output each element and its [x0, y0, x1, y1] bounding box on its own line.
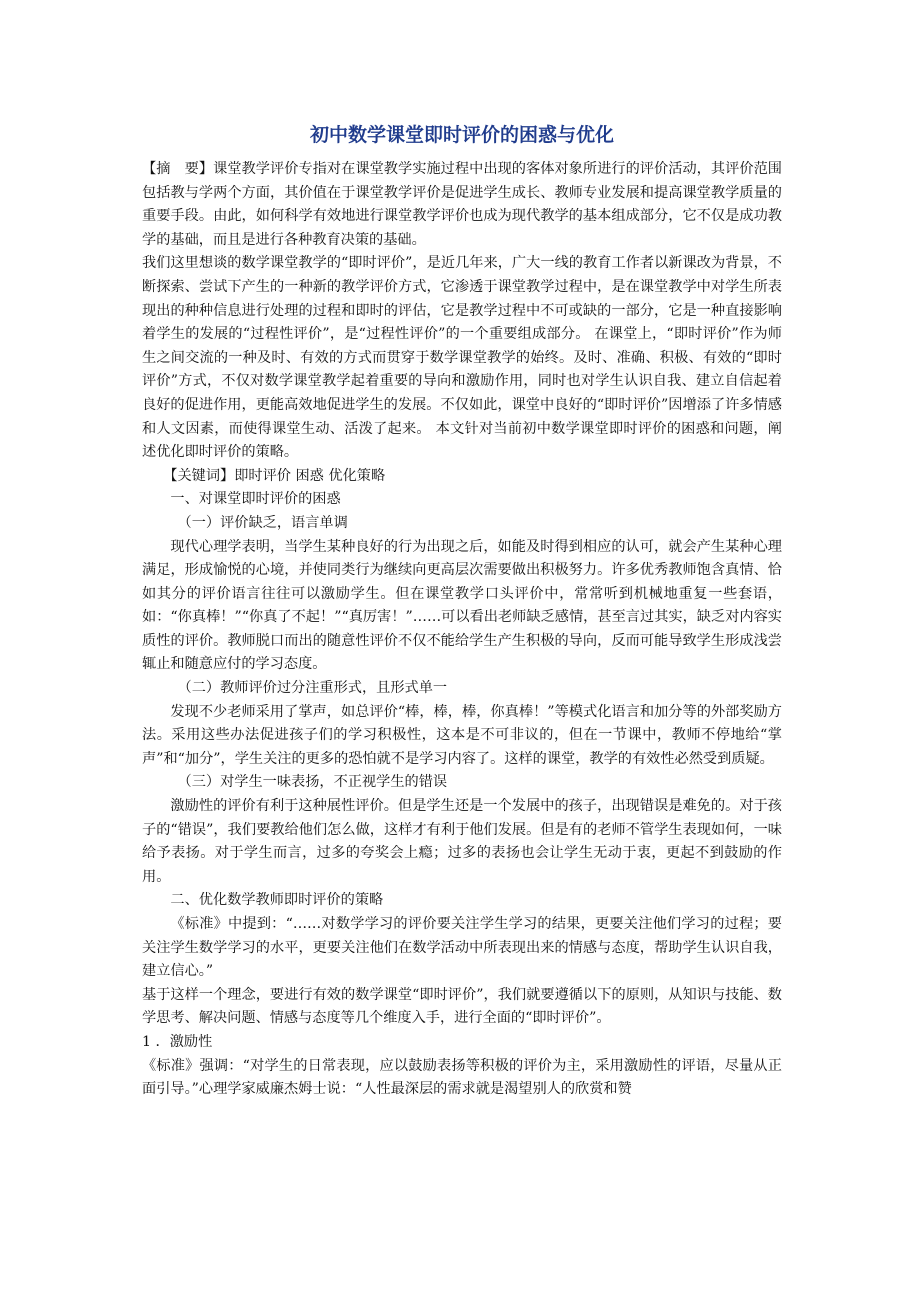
paragraph-section2: 二、优化数学教师即时评价的策略	[170, 892, 384, 909]
paragraph-item1-body: 《标准》强调：“对学生的日常表现，应以鼓励表扬等积极的评价为主，采用激励性的评语，尽量从正面引导。”心理学家威廉杰姆士说：“人性最深层的需求就是渴望别人的欣赏和赞	[142, 1057, 782, 1098]
paragraph-item1: 1 ．激励性	[142, 1033, 213, 1050]
paragraph-sec2-quote: 《标准》中提到：“……对数学学习的评价要关注学生学习的结果，更要关注他们学习的过程；要关注学生数学学习的水平，更要关注他们在数学活动中所表现出来的情感与态度，帮助学生认识自我，建立信心。”	[142, 916, 782, 980]
paragraph-sub3: （三）对学生一味表扬，不正视学生的错误	[177, 774, 448, 791]
document-page	[142, 118, 782, 1102]
paragraph-sec2-body: 基于这样一个理念，要进行有效的数学课堂“即时评价”，我们就要遵循以下的原则，从知识与技能、数学思考、解决问题、情感与态度等几个维度入手，进行全面的“即时评价”。	[142, 986, 782, 1027]
document-title: 初中数学课堂即时评价的困惑与优化	[309, 124, 614, 146]
paragraph-keywords: 【关键词】即时评价 困惑 优化策略	[163, 467, 386, 484]
paragraph-sub2-body: 发现不少老师采用了掌声，如总评价“棒，棒，棒，你真棒！”等模式化语言和加分等的外部奖励方法。采用这些办法促进孩子们的学习积极性，这本是不可非议的，但在一节课中，教师不停地给“掌声”和“加分”，学生关注的更多的恐怕就不是学习内容了。这样的课堂，教学的有效性必然受到质疑。	[142, 703, 782, 767]
paragraph-sub1-body: 现代心理学表明，当学生某种良好的行为出现之后，如能及时得到相应的认可，就会产生某种心理满足，形成愉悦的心境，并使同类行为继续向更高层次需要做出积极努力。许多优秀教师饱含真情、恰如其分的评价语言往往可以激励学生。但在课堂教学口头评价中，常常听到机械地重复一些套语，如：“你真棒！”“你真了不起！”“真厉害！”……可以看出老师缺乏感情，甚至言过其实，缺乏对内容实质性的评价。教师脱口而出的随意性评价不仅不能给学生产生积极的导向，反而可能导致学生形成浅尝辄止和随意应付的学习态度。	[142, 538, 782, 673]
paragraph-intro: 我们这里想谈的数学课堂教学的“即时评价”，是近几年来，广大一线的教育工作者以新课改为背景，不断探索、尝试下产生的一种新的教学评价方式，它渗透于课堂教学过程中，是在课堂教学中对学生所表现出的种种信息进行处理的过程和即时的评估，它是教学过程中不可或缺的一部分，它是一种直接影响着学生的发展的“过程性评价”，是“过程性评价”的一个重要组成部分。 在课堂上，“即时评价”作为师生之间交流的一种及时、有效的方式而贯穿于数学课堂教学的始终。及时、准确、积极、有效的“即时评价”方式，不仅对数学课堂教学起着重要的导向和激励作用，同时也对学生认识自我、建立自信起着良好的促进作用，更能高效地促进学生的发展。不仅如此，课堂中良好的“即时评价”因增添了许多情感和人文因素，而使得课堂生动、活泼了起来。 本文针对当前初中数学课堂即时评价的困惑和问题，阐述优化即时评价的策略。	[142, 255, 782, 461]
paragraph-sub1: （一）评价缺乏，语言单调	[177, 514, 348, 531]
paragraph-sub3-body: 激励性的评价有利于这种展性评价。但是学生还是一个发展中的孩子，出现错误是难免的。对于孩子的“错误”，我们要教给他们怎么做，这样才有利于他们发展。但是有的老师不管学生表现如何，一味给予表扬。对于学生而言，过多的夸奖会上瘾；过多的表扬也会让学生无动于衷，更起不到鼓励的作用。	[142, 798, 782, 885]
document-body	[142, 158, 782, 1102]
paragraph-abstract: 【摘 要】课堂教学评价专指对在课堂教学实施过程中出现的客体对象所进行的评价活动，其评价范围包括教与学两个方面，其价值在于课堂教学评价是促进学生成长、教师专业发展和提高课堂教学质量的重要手段。由此，如何科学有效地进行课堂教学评价也成为现代教学的基本组成部分，它不仅是成功教学的基础，而且是进行各种教育决策的基础。	[142, 161, 782, 248]
paragraph-sub2: （二）教师评价过分注重形式，且形式单一	[177, 680, 448, 697]
paragraph-section1: 一、对课堂即时评价的困惑	[170, 491, 341, 508]
